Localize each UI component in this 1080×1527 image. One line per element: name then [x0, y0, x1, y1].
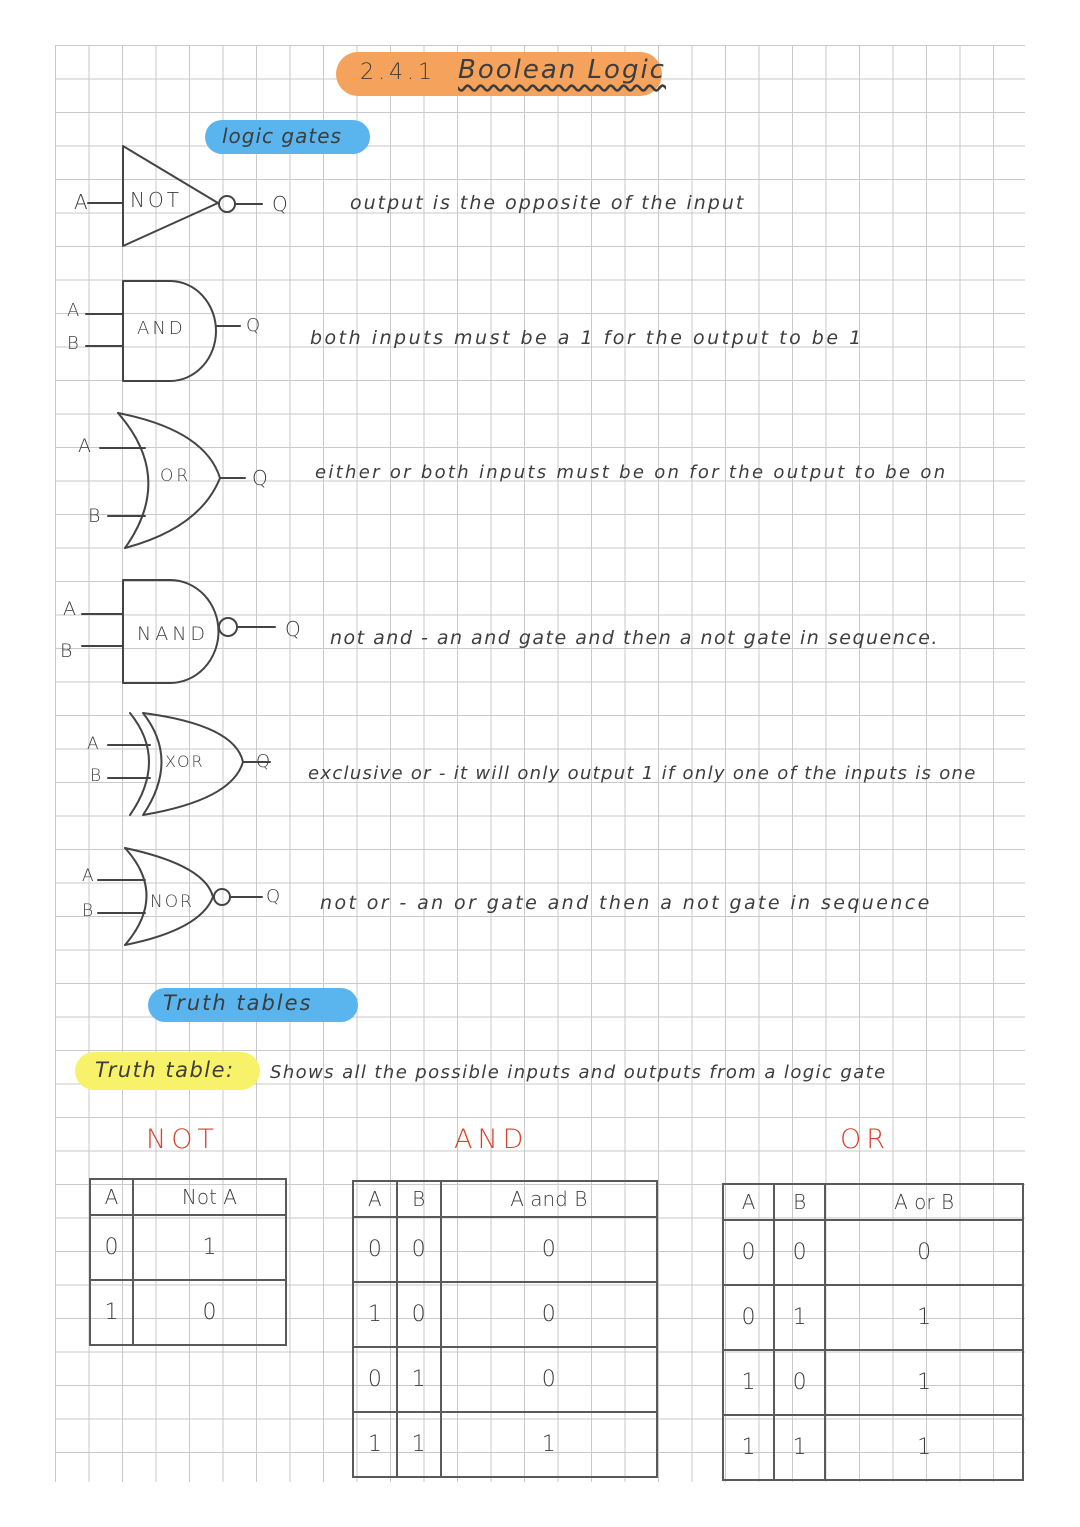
header-cell: A — [723, 1184, 774, 1220]
header-cell: Not A — [133, 1179, 286, 1215]
header-cell: A and B — [441, 1181, 657, 1217]
nand-output-q: Q — [285, 617, 302, 641]
table-cell: 0 — [774, 1350, 825, 1415]
table-cell: 1 — [825, 1415, 1023, 1480]
xor-description: exclusive or - it will only output 1 if only one of the inputs is one — [308, 763, 977, 784]
and-truth-table — [352, 1180, 658, 1478]
table-cell: 0 — [353, 1217, 397, 1282]
truth-tables-heading: Truth tables — [163, 991, 313, 1015]
table-cell: 1 — [825, 1285, 1023, 1350]
nor-gate-label: NOR — [150, 892, 194, 912]
and-input-b: B — [67, 333, 80, 354]
table-cell: 1 — [397, 1412, 441, 1477]
table-cell: 1 — [90, 1280, 133, 1345]
header-cell: B — [397, 1181, 441, 1217]
and-output-q: Q — [246, 315, 262, 336]
not-description: output is the opposite of the input — [350, 192, 746, 214]
logic-gates-heading: logic gates — [222, 124, 342, 148]
table-header-row — [353, 1181, 657, 1217]
table-cell: 0 — [397, 1217, 441, 1282]
table-cell: 1 — [397, 1347, 441, 1412]
table-cell: 0 — [825, 1220, 1023, 1285]
page-title: Boolean Logic — [458, 55, 666, 85]
table-row — [723, 1220, 1023, 1285]
table-cell: 0 — [723, 1285, 774, 1350]
and-table-title: AND — [454, 1124, 529, 1155]
table-cell: 0 — [397, 1282, 441, 1347]
or-input-a: A — [78, 435, 92, 457]
table-row — [353, 1412, 657, 1477]
nand-gate-label: NAND — [137, 623, 210, 645]
table-cell: 1 — [441, 1412, 657, 1477]
nor-description: not or - an or gate and then a not gate in sequence — [320, 892, 932, 914]
nand-input-b: B — [60, 640, 74, 662]
not-truth-table — [89, 1178, 287, 1346]
table-row — [353, 1282, 657, 1347]
table-cell: 0 — [441, 1347, 657, 1412]
header-cell: A — [353, 1181, 397, 1217]
or-description: either or both inputs must be on for the output to be on — [315, 462, 948, 483]
table-cell: 1 — [723, 1350, 774, 1415]
header-cell: B — [774, 1184, 825, 1220]
and-gate-label: AND — [137, 318, 186, 339]
table-cell: 1 — [133, 1215, 286, 1280]
not-table-title: NOT — [146, 1124, 219, 1155]
xor-input-a: A — [87, 734, 100, 754]
table-cell: 1 — [723, 1415, 774, 1480]
not-input-a: A — [74, 190, 89, 214]
page-margin-bottom — [0, 1482, 1080, 1527]
table-cell: 1 — [774, 1285, 825, 1350]
table-header-row — [723, 1184, 1023, 1220]
or-table-title: OR — [840, 1124, 891, 1155]
not-output-q: Q — [272, 192, 289, 216]
table-cell: 0 — [774, 1220, 825, 1285]
table-row — [353, 1217, 657, 1282]
table-row — [353, 1347, 657, 1412]
or-input-b: B — [88, 505, 102, 527]
table-row — [723, 1350, 1023, 1415]
table-row — [723, 1285, 1023, 1350]
xor-output-q: Q — [256, 751, 272, 772]
table-row — [90, 1280, 286, 1345]
and-description: both inputs must be a 1 for the output to be 1 — [310, 327, 864, 349]
header-cell: A or B — [825, 1184, 1023, 1220]
nor-input-a: A — [82, 866, 95, 886]
definition-term: Truth table: — [95, 1058, 235, 1082]
table-cell: 0 — [723, 1220, 774, 1285]
table-row — [90, 1215, 286, 1280]
table-cell: 0 — [441, 1217, 657, 1282]
table-cell: 1 — [825, 1350, 1023, 1415]
table-cell: 0 — [133, 1280, 286, 1345]
xor-gate-label: XOR — [165, 752, 205, 771]
table-cell: 0 — [353, 1347, 397, 1412]
title-number: 2.4.1 — [360, 60, 436, 85]
table-row — [723, 1415, 1023, 1480]
table-cell: 1 — [353, 1412, 397, 1477]
or-gate-label: OR — [160, 466, 192, 486]
and-input-a: A — [67, 300, 81, 321]
table-header-row — [90, 1179, 286, 1215]
nor-input-b: B — [82, 901, 95, 921]
table-cell: 0 — [441, 1282, 657, 1347]
table-cell: 1 — [774, 1415, 825, 1480]
definition-text: Shows all the possible inputs and outputs from a logic gate — [270, 1062, 887, 1083]
table-cell: 1 — [353, 1282, 397, 1347]
nor-output-q: Q — [266, 886, 282, 907]
xor-input-b: B — [90, 766, 103, 786]
table-cell: 0 — [90, 1215, 133, 1280]
or-truth-table — [722, 1183, 1024, 1481]
header-cell: A — [90, 1179, 133, 1215]
nand-description: not and - an and gate and then a not gate in sequence. — [330, 627, 939, 649]
or-output-q: Q — [252, 466, 269, 490]
nand-input-a: A — [63, 598, 77, 620]
not-gate-label: NOT — [130, 188, 182, 212]
